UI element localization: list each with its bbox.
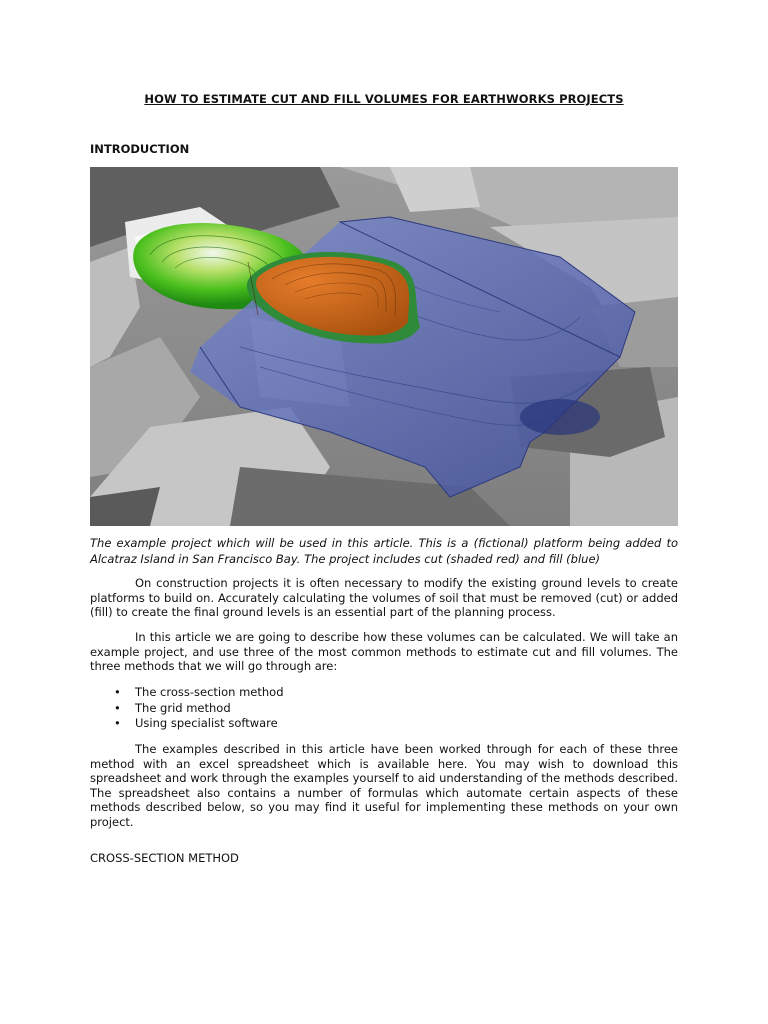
list-item	[90, 716, 284, 732]
list-item-text: Using specialist software	[135, 716, 278, 730]
section-heading-introduction: INTRODUCTION	[90, 142, 190, 156]
section-heading-cross-section: CROSS-SECTION METHOD	[90, 851, 239, 865]
bullet-icon: •	[114, 700, 121, 715]
paragraph-intro-1: On construction projects it is often necessary to modify the existing ground levels to create platforms to build on. Accurately calculating the volumes of soil that must be removed (cut) or added (fill) to create the final ground levels is an essential part of the planning process.	[90, 576, 678, 619]
bullet-icon: •	[114, 716, 121, 730]
list-item-text: The cross-section method	[135, 685, 284, 699]
figure-caption: The example project which will be used in this article. This is a (fictional) platform being added to Alcatraz Island in San Francisco Bay. The project includes cut (shaded red) and fill (blue)	[90, 536, 678, 566]
bullet-icon: •	[114, 685, 121, 699]
document-title: HOW TO ESTIMATE CUT AND FILL VOLUMES FOR EARTHWORKS PROJECTS	[144, 92, 624, 106]
paragraph-intro-3: The examples described in this article have been worked through for each of these three method with an excel spreadsheet which is available here. You may wish to download this spreadsheet and work through the examples yourself to aid understanding of the methods described. The spreadsheet also contains a number of formulas which automate certain aspects of these methods described below, so you may find it useful for implementing these methods on your own project.	[90, 742, 678, 829]
methods-list	[90, 685, 284, 732]
earthworks-figure	[90, 167, 678, 526]
list-item	[90, 685, 284, 701]
paragraph-intro-2: In this article we are going to describe how these volumes can be calculated. We will take an example project, and use three of the most common methods to estimate cut and fill volumes. The three methods that we will go through are:	[90, 630, 678, 673]
list-item	[90, 701, 284, 717]
list-item-text: The grid method	[135, 700, 231, 715]
